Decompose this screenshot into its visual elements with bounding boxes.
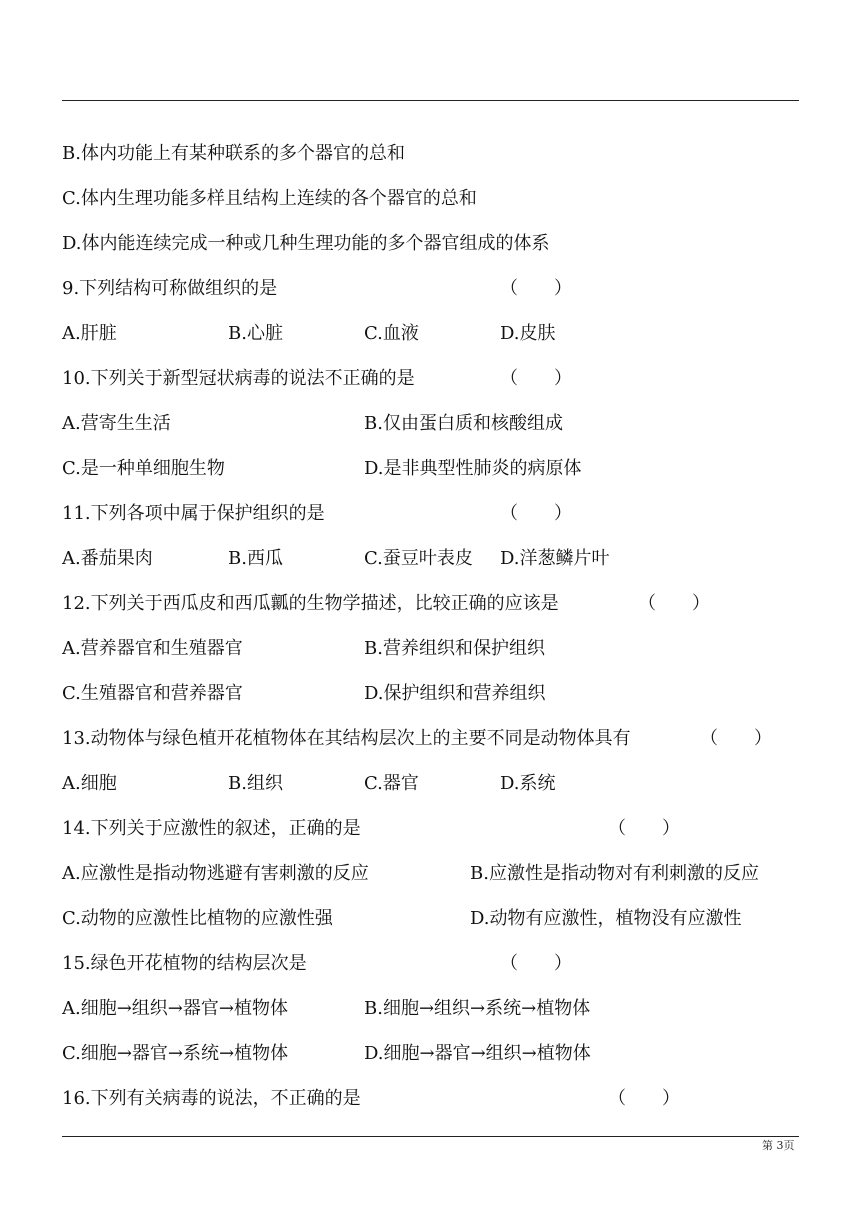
option-14b: B.应激性是指动物对有利刺激的反应 — [470, 863, 759, 884]
answer-blank-11: （ ） — [500, 503, 572, 524]
option-11c: C.蚕豆叶表皮 — [364, 548, 473, 569]
option-14c: C.动物的应激性比植物的应激性强 — [62, 908, 333, 929]
option-15b: B.细胞→组织→系统→植物体 — [364, 998, 591, 1019]
option-13a: A.细胞 — [62, 773, 117, 794]
option-12b: B.营养组织和保护组织 — [364, 638, 545, 659]
question-11: 11.下列各项中属于保护组织的是 — [62, 503, 325, 524]
option-13c: C.器官 — [364, 773, 419, 794]
option-10a: A.营寄生生活 — [62, 413, 171, 434]
option-15a: A.细胞→组织→器官→植物体 — [62, 998, 288, 1019]
option-15d: D.细胞→器官→组织→植物体 — [364, 1043, 591, 1064]
answer-blank-13: （ ） — [700, 728, 772, 749]
option-10d: D.是非典型性肺炎的病原体 — [364, 458, 582, 479]
option-10b: B.仅由蛋白质和核酸组成 — [364, 413, 563, 434]
question-15: 15.绿色开花植物的结构层次是 — [62, 953, 307, 974]
option-11b: B.西瓜 — [228, 548, 283, 569]
question-16: 16.下列有关病毒的说法，不正确的是 — [62, 1088, 361, 1109]
option-13b: B.组织 — [228, 773, 283, 794]
option-12d: D.保护组织和营养组织 — [364, 683, 546, 704]
question-10: 10.下列关于新型冠状病毒的说法不正确的是 — [62, 368, 415, 389]
answer-blank-10: （ ） — [500, 368, 572, 389]
answer-blank-15: （ ） — [500, 953, 572, 974]
answer-blank-9: （ ） — [500, 278, 572, 299]
option-14a: A.应激性是指动物逃避有害刺激的反应 — [62, 863, 369, 884]
question-14: 14.下列关于应激性的叙述，正确的是 — [62, 818, 361, 839]
option-14d: D.动物有应激性，植物没有应激性 — [470, 908, 742, 929]
option-9c: C.血液 — [364, 323, 419, 344]
option-9a: A.肝脏 — [62, 323, 117, 344]
question-13: 13.动物体与绿色植开花植物体在其结构层次上的主要不同是动物体具有 — [62, 728, 631, 749]
option-12c: C.生殖器官和营养器官 — [62, 683, 243, 704]
question-9: 9.下列结构可称做组织的是 — [62, 278, 278, 299]
option-11d: D.洋葱鳞片叶 — [500, 548, 610, 569]
footer-rule — [62, 1136, 799, 1137]
option-11a: A.番茄果肉 — [62, 548, 153, 569]
answer-blank-16: （ ） — [608, 1088, 680, 1109]
question-12: 12.下列关于西瓜皮和西瓜瓤的生物学描述，比较正确的应该是 — [62, 593, 559, 614]
option-line-8c: C.体内生理功能多样且结构上连续的各个器官的总和 — [62, 188, 477, 209]
option-15c: C.细胞→器官→系统→植物体 — [62, 1043, 289, 1064]
option-13d: D.系统 — [500, 773, 556, 794]
option-9b: B.心脏 — [228, 323, 283, 344]
page-number: 第 3页 — [762, 1139, 795, 1152]
option-12a: A.营养器官和生殖器官 — [62, 638, 243, 659]
option-line-8b: B.体内功能上有某种联系的多个器官的总和 — [62, 143, 405, 164]
answer-blank-12: （ ） — [638, 593, 710, 614]
option-9d: D.皮肤 — [500, 323, 556, 344]
option-10c: C.是一种单细胞生物 — [62, 458, 225, 479]
answer-blank-14: （ ） — [608, 818, 680, 839]
header-rule — [62, 100, 799, 101]
option-line-8d: D.体内能连续完成一种或几种生理功能的多个器官组成的体系 — [62, 233, 550, 254]
